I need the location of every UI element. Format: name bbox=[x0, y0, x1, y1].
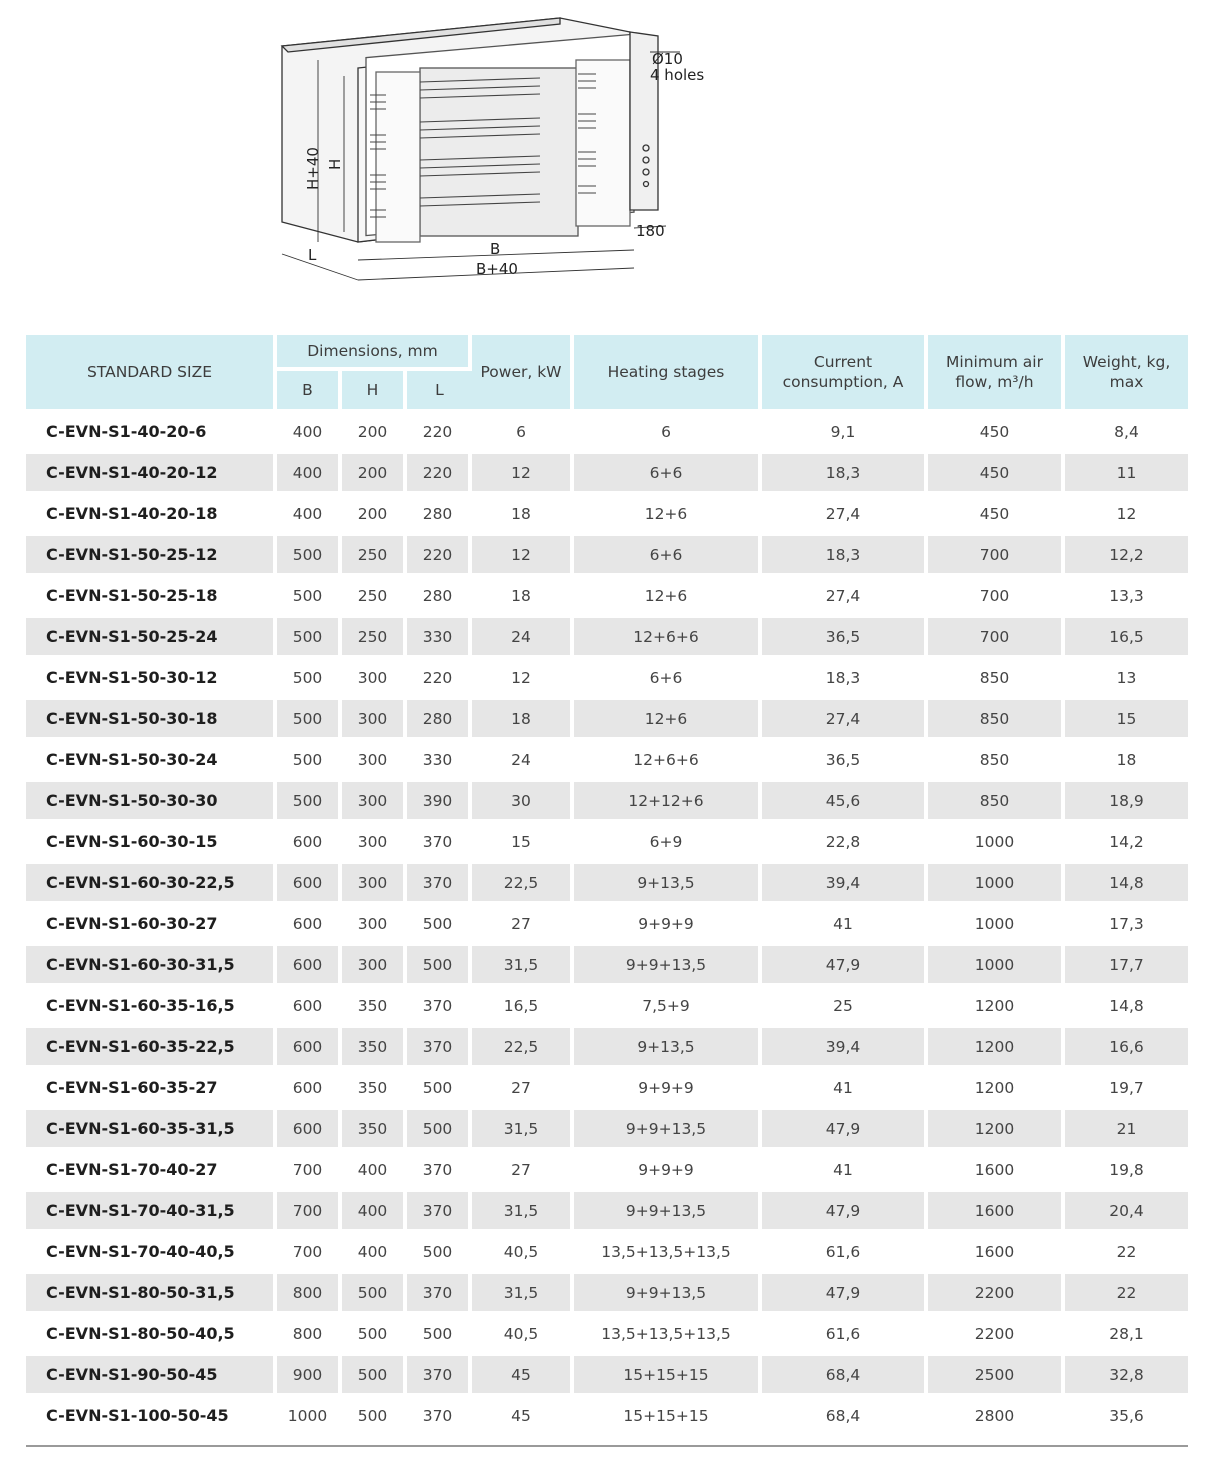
header-heating-stages: Heating stages bbox=[574, 335, 762, 413]
table-row bbox=[26, 1069, 1188, 1110]
table-row bbox=[26, 905, 1188, 946]
table-row bbox=[26, 577, 1188, 618]
cell-power: 12 bbox=[472, 536, 574, 577]
cell-h: 300 bbox=[342, 864, 407, 905]
cell-b: 500 bbox=[277, 536, 342, 577]
cell-airflow: 1200 bbox=[928, 1110, 1065, 1151]
table-row bbox=[26, 454, 1188, 495]
cell-b: 500 bbox=[277, 782, 342, 823]
cell-name: C-EVN-S1-50-30-12 bbox=[26, 659, 277, 700]
cell-name: C-EVN-S1-60-30-15 bbox=[26, 823, 277, 864]
table-row bbox=[26, 864, 1188, 905]
cell-b: 800 bbox=[277, 1274, 342, 1315]
cell-stages: 9+9+9 bbox=[574, 1069, 762, 1110]
cell-power: 16,5 bbox=[472, 987, 574, 1028]
cell-power: 12 bbox=[472, 659, 574, 700]
cell-b: 400 bbox=[277, 413, 342, 454]
table-body bbox=[26, 413, 1188, 1438]
hole-count-label: 4 holes bbox=[650, 66, 705, 84]
cell-current: 36,5 bbox=[762, 618, 928, 659]
cell-airflow: 700 bbox=[928, 536, 1065, 577]
cell-b: 400 bbox=[277, 495, 342, 536]
cell-airflow: 1200 bbox=[928, 1028, 1065, 1069]
table-row bbox=[26, 1356, 1188, 1397]
cell-stages: 15+15+15 bbox=[574, 1356, 762, 1397]
cell-name: C-EVN-S1-60-35-16,5 bbox=[26, 987, 277, 1028]
cell-l: 370 bbox=[407, 1028, 472, 1069]
cell-l: 370 bbox=[407, 823, 472, 864]
header-current bbox=[762, 335, 928, 413]
cell-stages: 9+9+9 bbox=[574, 1151, 762, 1192]
cell-weight: 14,8 bbox=[1065, 987, 1188, 1028]
cell-weight: 20,4 bbox=[1065, 1192, 1188, 1233]
cell-weight: 17,7 bbox=[1065, 946, 1188, 987]
cell-l: 370 bbox=[407, 1274, 472, 1315]
cell-stages: 13,5+13,5+13,5 bbox=[574, 1315, 762, 1356]
cell-stages: 7,5+9 bbox=[574, 987, 762, 1028]
table-row bbox=[26, 618, 1188, 659]
cell-name: C-EVN-S1-40-20-6 bbox=[26, 413, 277, 454]
cell-b: 600 bbox=[277, 823, 342, 864]
cell-name: C-EVN-S1-50-30-30 bbox=[26, 782, 277, 823]
h40-dimension-label: H+40 bbox=[304, 147, 322, 190]
header-current-line1: Current bbox=[813, 353, 873, 371]
cell-h: 200 bbox=[342, 454, 407, 495]
cell-name: C-EVN-S1-40-20-12 bbox=[26, 454, 277, 495]
cell-b: 600 bbox=[277, 1110, 342, 1151]
cell-power: 31,5 bbox=[472, 1192, 574, 1233]
cell-name: C-EVN-S1-90-50-45 bbox=[26, 1356, 277, 1397]
cell-power: 31,5 bbox=[472, 1274, 574, 1315]
cell-weight: 17,3 bbox=[1065, 905, 1188, 946]
cell-l: 330 bbox=[407, 741, 472, 782]
cell-name: C-EVN-S1-60-35-31,5 bbox=[26, 1110, 277, 1151]
cell-b: 600 bbox=[277, 1069, 342, 1110]
cell-current: 25 bbox=[762, 987, 928, 1028]
header-airflow-line1: Minimum air bbox=[946, 353, 1043, 371]
cell-current: 27,4 bbox=[762, 577, 928, 618]
cell-weight: 21 bbox=[1065, 1110, 1188, 1151]
cell-power: 12 bbox=[472, 454, 574, 495]
table-row bbox=[26, 495, 1188, 536]
cell-stages: 6 bbox=[574, 413, 762, 454]
cell-b: 500 bbox=[277, 741, 342, 782]
cell-airflow: 850 bbox=[928, 659, 1065, 700]
cell-weight: 12,2 bbox=[1065, 536, 1188, 577]
cell-current: 41 bbox=[762, 905, 928, 946]
cell-airflow: 450 bbox=[928, 495, 1065, 536]
cell-b: 700 bbox=[277, 1192, 342, 1233]
cell-power: 31,5 bbox=[472, 1110, 574, 1151]
cell-stages: 12+12+6 bbox=[574, 782, 762, 823]
cell-h: 350 bbox=[342, 1069, 407, 1110]
cell-l: 280 bbox=[407, 495, 472, 536]
cell-airflow: 2500 bbox=[928, 1356, 1065, 1397]
table-header bbox=[26, 335, 1188, 413]
cell-airflow: 2200 bbox=[928, 1274, 1065, 1315]
cell-current: 18,3 bbox=[762, 536, 928, 577]
cell-h: 250 bbox=[342, 536, 407, 577]
cell-l: 500 bbox=[407, 946, 472, 987]
cell-airflow: 1600 bbox=[928, 1151, 1065, 1192]
cell-current: 41 bbox=[762, 1151, 928, 1192]
cell-name: C-EVN-S1-70-40-27 bbox=[26, 1151, 277, 1192]
b-dimension-label: B bbox=[490, 240, 501, 258]
cell-power: 30 bbox=[472, 782, 574, 823]
cell-weight: 13,3 bbox=[1065, 577, 1188, 618]
table-row bbox=[26, 659, 1188, 700]
cell-l: 370 bbox=[407, 1356, 472, 1397]
cell-power: 27 bbox=[472, 1151, 574, 1192]
cell-l: 280 bbox=[407, 577, 472, 618]
cell-weight: 12 bbox=[1065, 495, 1188, 536]
cell-l: 370 bbox=[407, 1151, 472, 1192]
cell-h: 350 bbox=[342, 1028, 407, 1069]
cell-weight: 32,8 bbox=[1065, 1356, 1188, 1397]
cell-h: 400 bbox=[342, 1233, 407, 1274]
heater-drawing-svg bbox=[270, 10, 730, 300]
cell-stages: 12+6 bbox=[574, 577, 762, 618]
cell-power: 15 bbox=[472, 823, 574, 864]
cell-name: C-EVN-S1-60-30-31,5 bbox=[26, 946, 277, 987]
cell-b: 500 bbox=[277, 618, 342, 659]
header-dimension-h: H bbox=[342, 371, 407, 413]
cell-h: 200 bbox=[342, 495, 407, 536]
cell-name: C-EVN-S1-50-25-24 bbox=[26, 618, 277, 659]
cell-airflow: 2800 bbox=[928, 1397, 1065, 1438]
cell-current: 61,6 bbox=[762, 1233, 928, 1274]
cell-l: 220 bbox=[407, 659, 472, 700]
cell-stages: 13,5+13,5+13,5 bbox=[574, 1233, 762, 1274]
cell-name: C-EVN-S1-50-25-18 bbox=[26, 577, 277, 618]
cell-airflow: 450 bbox=[928, 454, 1065, 495]
cell-power: 18 bbox=[472, 700, 574, 741]
cell-name: C-EVN-S1-40-20-18 bbox=[26, 495, 277, 536]
cell-power: 6 bbox=[472, 413, 574, 454]
cell-stages: 9+9+13,5 bbox=[574, 1192, 762, 1233]
cell-l: 370 bbox=[407, 1397, 472, 1438]
cell-airflow: 1600 bbox=[928, 1233, 1065, 1274]
cell-b: 500 bbox=[277, 700, 342, 741]
cell-l: 220 bbox=[407, 413, 472, 454]
cell-weight: 14,8 bbox=[1065, 864, 1188, 905]
cell-airflow: 1200 bbox=[928, 987, 1065, 1028]
cell-current: 47,9 bbox=[762, 1192, 928, 1233]
header-power: Power, kW bbox=[472, 335, 574, 413]
cell-weight: 22 bbox=[1065, 1233, 1188, 1274]
cell-airflow: 450 bbox=[928, 413, 1065, 454]
cell-current: 36,5 bbox=[762, 741, 928, 782]
cell-h: 300 bbox=[342, 700, 407, 741]
table-row bbox=[26, 1233, 1188, 1274]
cell-current: 18,3 bbox=[762, 659, 928, 700]
cell-power: 31,5 bbox=[472, 946, 574, 987]
cell-name: C-EVN-S1-60-35-27 bbox=[26, 1069, 277, 1110]
cell-airflow: 2200 bbox=[928, 1315, 1065, 1356]
table-row bbox=[26, 536, 1188, 577]
cell-stages: 6+6 bbox=[574, 659, 762, 700]
specification-table bbox=[26, 335, 1188, 1438]
cell-l: 370 bbox=[407, 864, 472, 905]
cell-b: 500 bbox=[277, 659, 342, 700]
table-row bbox=[26, 987, 1188, 1028]
cell-stages: 12+6+6 bbox=[574, 618, 762, 659]
cell-stages: 9+13,5 bbox=[574, 864, 762, 905]
cell-h: 500 bbox=[342, 1274, 407, 1315]
cell-airflow: 850 bbox=[928, 741, 1065, 782]
cell-h: 300 bbox=[342, 946, 407, 987]
cell-power: 40,5 bbox=[472, 1233, 574, 1274]
cell-airflow: 1000 bbox=[928, 823, 1065, 864]
cell-power: 24 bbox=[472, 618, 574, 659]
cell-l: 330 bbox=[407, 618, 472, 659]
cell-b: 600 bbox=[277, 946, 342, 987]
cell-l: 280 bbox=[407, 700, 472, 741]
cell-l: 500 bbox=[407, 905, 472, 946]
table-row bbox=[26, 1028, 1188, 1069]
cell-current: 68,4 bbox=[762, 1356, 928, 1397]
cell-stages: 12+6 bbox=[574, 495, 762, 536]
cell-h: 350 bbox=[342, 1110, 407, 1151]
cell-h: 300 bbox=[342, 782, 407, 823]
cell-current: 41 bbox=[762, 1069, 928, 1110]
h-dimension-label: H bbox=[326, 158, 344, 170]
cell-power: 18 bbox=[472, 495, 574, 536]
cell-weight: 35,6 bbox=[1065, 1397, 1188, 1438]
cell-current: 61,6 bbox=[762, 1315, 928, 1356]
table-row bbox=[26, 413, 1188, 454]
cell-weight: 16,6 bbox=[1065, 1028, 1188, 1069]
cell-weight: 18 bbox=[1065, 741, 1188, 782]
cell-h: 500 bbox=[342, 1397, 407, 1438]
table-row bbox=[26, 1151, 1188, 1192]
cell-airflow: 700 bbox=[928, 618, 1065, 659]
cell-current: 39,4 bbox=[762, 1028, 928, 1069]
cell-b: 700 bbox=[277, 1233, 342, 1274]
cell-weight: 13 bbox=[1065, 659, 1188, 700]
header-weight bbox=[1065, 335, 1188, 413]
cell-weight: 8,4 bbox=[1065, 413, 1188, 454]
cell-b: 600 bbox=[277, 864, 342, 905]
header-current-line2: consumption, A bbox=[782, 373, 904, 391]
cell-weight: 16,5 bbox=[1065, 618, 1188, 659]
cell-l: 500 bbox=[407, 1315, 472, 1356]
table-row bbox=[26, 1274, 1188, 1315]
cell-current: 9,1 bbox=[762, 413, 928, 454]
cell-airflow: 1000 bbox=[928, 905, 1065, 946]
cell-current: 47,9 bbox=[762, 1274, 928, 1315]
cell-b: 400 bbox=[277, 454, 342, 495]
cell-b: 500 bbox=[277, 577, 342, 618]
cell-current: 22,8 bbox=[762, 823, 928, 864]
cell-weight: 19,7 bbox=[1065, 1069, 1188, 1110]
cell-power: 40,5 bbox=[472, 1315, 574, 1356]
cell-power: 22,5 bbox=[472, 864, 574, 905]
hole-diameter-label: Ø10 bbox=[652, 50, 683, 68]
cell-power: 22,5 bbox=[472, 1028, 574, 1069]
cell-current: 27,4 bbox=[762, 495, 928, 536]
cell-power: 27 bbox=[472, 1069, 574, 1110]
cell-stages: 9+9+13,5 bbox=[574, 1110, 762, 1151]
cell-airflow: 850 bbox=[928, 782, 1065, 823]
cell-h: 400 bbox=[342, 1151, 407, 1192]
cell-b: 600 bbox=[277, 987, 342, 1028]
header-dimensions: Dimensions, mm bbox=[277, 335, 472, 371]
cell-stages: 9+9+9 bbox=[574, 905, 762, 946]
cell-stages: 12+6+6 bbox=[574, 741, 762, 782]
cell-airflow: 700 bbox=[928, 577, 1065, 618]
table-bottom-rule bbox=[26, 1445, 1188, 1447]
cell-power: 45 bbox=[472, 1356, 574, 1397]
cell-stages: 6+9 bbox=[574, 823, 762, 864]
cell-current: 18,3 bbox=[762, 454, 928, 495]
cell-power: 45 bbox=[472, 1397, 574, 1438]
cell-l: 500 bbox=[407, 1069, 472, 1110]
cell-h: 300 bbox=[342, 905, 407, 946]
cell-weight: 28,1 bbox=[1065, 1315, 1188, 1356]
cell-stages: 12+6 bbox=[574, 700, 762, 741]
cell-h: 400 bbox=[342, 1192, 407, 1233]
table-row bbox=[26, 700, 1188, 741]
table-row bbox=[26, 741, 1188, 782]
cell-b: 700 bbox=[277, 1151, 342, 1192]
cell-name: C-EVN-S1-50-25-12 bbox=[26, 536, 277, 577]
cell-power: 18 bbox=[472, 577, 574, 618]
cell-stages: 9+9+13,5 bbox=[574, 946, 762, 987]
cell-airflow: 1000 bbox=[928, 946, 1065, 987]
table-row bbox=[26, 782, 1188, 823]
cell-l: 390 bbox=[407, 782, 472, 823]
cell-stages: 6+6 bbox=[574, 536, 762, 577]
cell-power: 27 bbox=[472, 905, 574, 946]
cell-b: 600 bbox=[277, 1028, 342, 1069]
cell-airflow: 1200 bbox=[928, 1069, 1065, 1110]
cell-name: C-EVN-S1-100-50-45 bbox=[26, 1397, 277, 1438]
header-weight-line1: Weight, kg, bbox=[1082, 353, 1171, 371]
cell-stages: 15+15+15 bbox=[574, 1397, 762, 1438]
cell-weight: 15 bbox=[1065, 700, 1188, 741]
cell-name: C-EVN-S1-70-40-40,5 bbox=[26, 1233, 277, 1274]
cell-name: C-EVN-S1-60-30-27 bbox=[26, 905, 277, 946]
header-standard-size: STANDARD SIZE bbox=[26, 335, 277, 413]
cell-current: 47,9 bbox=[762, 946, 928, 987]
cell-h: 250 bbox=[342, 618, 407, 659]
cell-power: 24 bbox=[472, 741, 574, 782]
cell-b: 900 bbox=[277, 1356, 342, 1397]
cell-current: 45,6 bbox=[762, 782, 928, 823]
cell-weight: 18,9 bbox=[1065, 782, 1188, 823]
cell-b: 1000 bbox=[277, 1397, 342, 1438]
header-airflow-line2: flow, m³/h bbox=[955, 373, 1034, 391]
table-row bbox=[26, 1315, 1188, 1356]
table-row bbox=[26, 1110, 1188, 1151]
cell-l: 500 bbox=[407, 1110, 472, 1151]
cell-weight: 22 bbox=[1065, 1274, 1188, 1315]
l-dimension-label: L bbox=[308, 246, 317, 264]
cell-name: C-EVN-S1-60-35-22,5 bbox=[26, 1028, 277, 1069]
cell-stages: 9+9+13,5 bbox=[574, 1274, 762, 1315]
table-row bbox=[26, 1192, 1188, 1233]
table-row bbox=[26, 946, 1188, 987]
header-weight-line2: max bbox=[1109, 373, 1144, 391]
cell-l: 370 bbox=[407, 987, 472, 1028]
cell-h: 300 bbox=[342, 823, 407, 864]
cell-name: C-EVN-S1-80-50-40,5 bbox=[26, 1315, 277, 1356]
cell-weight: 11 bbox=[1065, 454, 1188, 495]
cell-h: 300 bbox=[342, 659, 407, 700]
cell-stages: 6+6 bbox=[574, 454, 762, 495]
cell-l: 220 bbox=[407, 454, 472, 495]
cell-h: 300 bbox=[342, 741, 407, 782]
cell-b: 800 bbox=[277, 1315, 342, 1356]
table-row bbox=[26, 1397, 1188, 1438]
cell-h: 200 bbox=[342, 413, 407, 454]
cell-name: C-EVN-S1-50-30-18 bbox=[26, 700, 277, 741]
cell-current: 68,4 bbox=[762, 1397, 928, 1438]
cell-l: 370 bbox=[407, 1192, 472, 1233]
cell-h: 500 bbox=[342, 1315, 407, 1356]
cell-h: 250 bbox=[342, 577, 407, 618]
cell-airflow: 1600 bbox=[928, 1192, 1065, 1233]
header-airflow bbox=[928, 335, 1065, 413]
header-dimension-l: L bbox=[407, 371, 472, 413]
cell-airflow: 850 bbox=[928, 700, 1065, 741]
cell-weight: 19,8 bbox=[1065, 1151, 1188, 1192]
cell-airflow: 1000 bbox=[928, 864, 1065, 905]
cell-stages: 9+13,5 bbox=[574, 1028, 762, 1069]
header-dimension-b: B bbox=[277, 371, 342, 413]
cell-l: 220 bbox=[407, 536, 472, 577]
cell-h: 500 bbox=[342, 1356, 407, 1397]
cell-name: C-EVN-S1-60-30-22,5 bbox=[26, 864, 277, 905]
heater-technical-drawing bbox=[270, 10, 730, 300]
cell-l: 500 bbox=[407, 1233, 472, 1274]
table-row bbox=[26, 823, 1188, 864]
cell-weight: 14,2 bbox=[1065, 823, 1188, 864]
cell-current: 47,9 bbox=[762, 1110, 928, 1151]
cell-name: C-EVN-S1-70-40-31,5 bbox=[26, 1192, 277, 1233]
cell-name: C-EVN-S1-80-50-31,5 bbox=[26, 1274, 277, 1315]
depth-dimension-label: 180 bbox=[636, 222, 665, 240]
cell-h: 350 bbox=[342, 987, 407, 1028]
b40-dimension-label: B+40 bbox=[476, 260, 518, 278]
cell-current: 39,4 bbox=[762, 864, 928, 905]
cell-b: 600 bbox=[277, 905, 342, 946]
cell-name: C-EVN-S1-50-30-24 bbox=[26, 741, 277, 782]
cell-current: 27,4 bbox=[762, 700, 928, 741]
